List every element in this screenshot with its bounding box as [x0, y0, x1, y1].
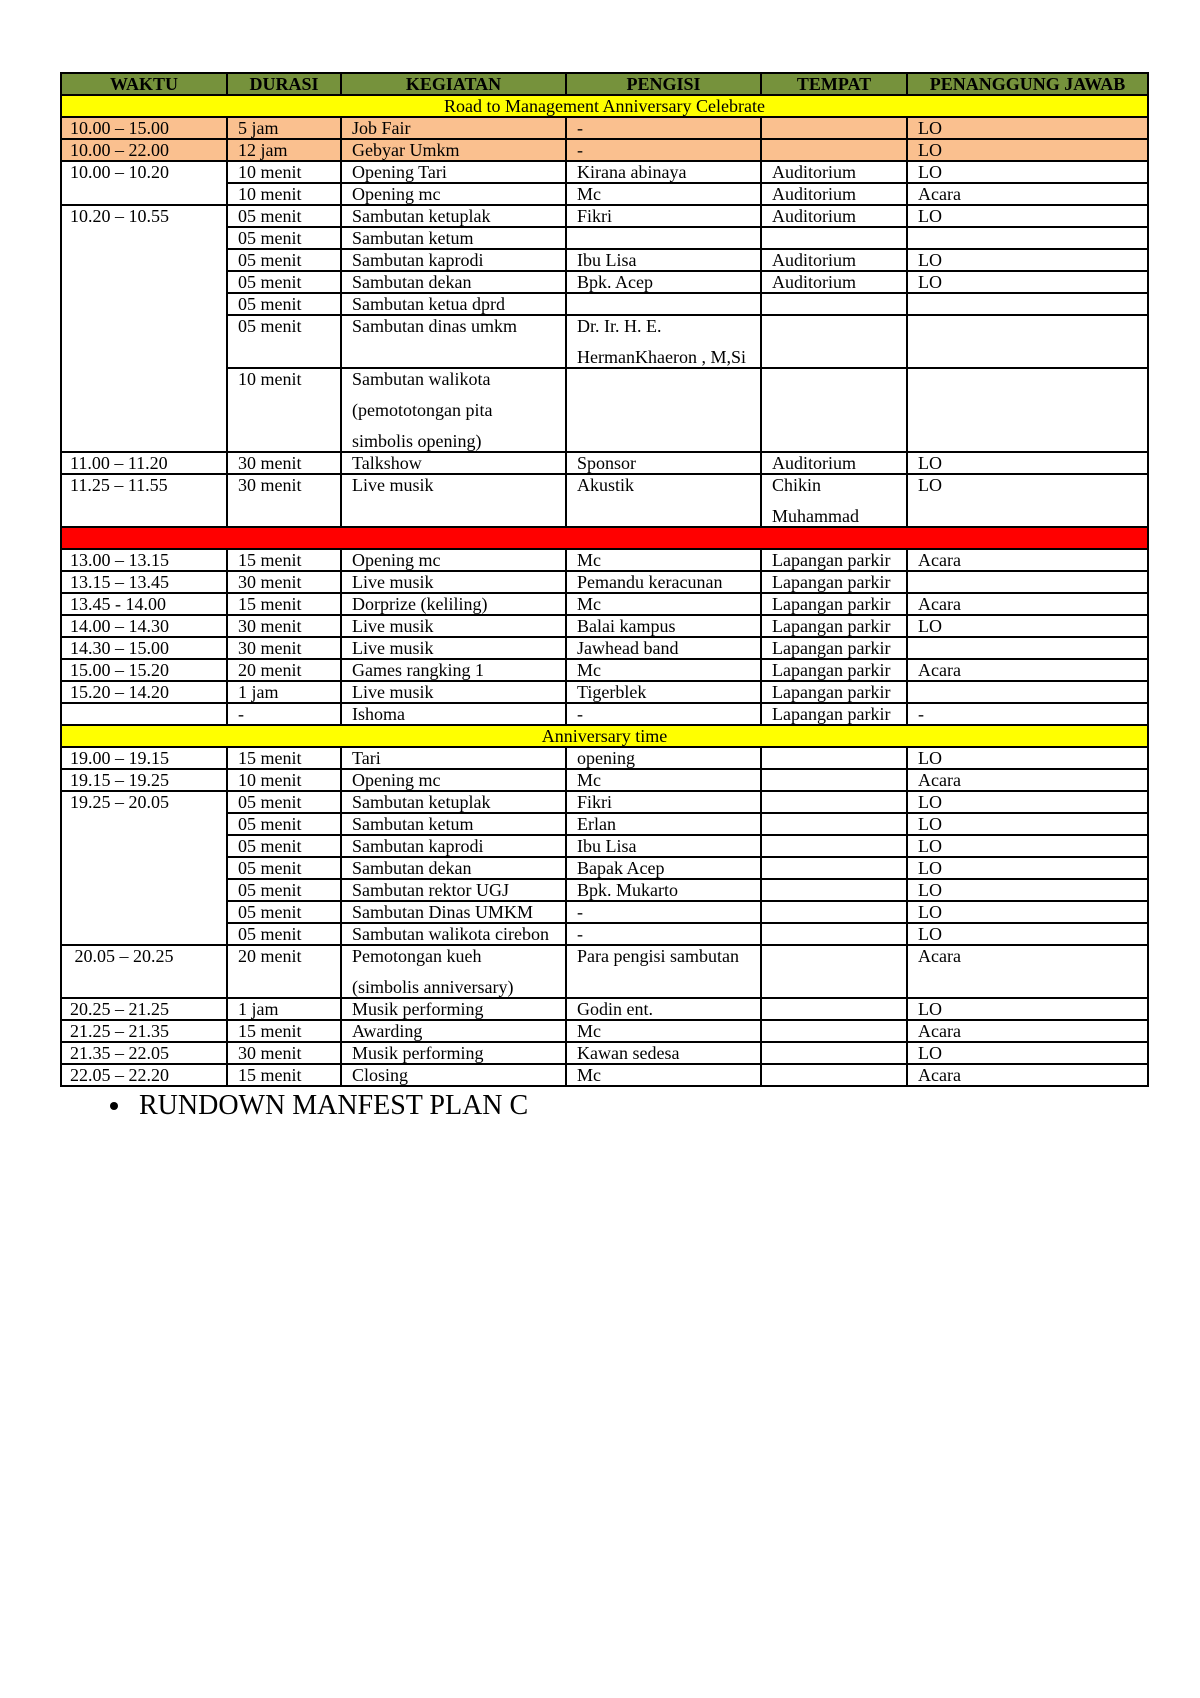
cell-durasi: 10 menit — [227, 368, 341, 452]
cell-penanggung-jawab — [907, 227, 1148, 249]
cell-pengisi: Mc — [566, 549, 761, 571]
cell-penanggung-jawab: Acara — [907, 593, 1148, 615]
cell-tempat — [761, 1020, 907, 1042]
cell-tempat — [761, 747, 907, 769]
cell-waktu: 13.15 – 13.45 — [61, 571, 227, 593]
cell-pengisi: - — [566, 703, 761, 725]
cell-kegiatan: Sambutan dekan — [341, 857, 566, 879]
cell-pengisi: Balai kampus — [566, 615, 761, 637]
table-row — [61, 703, 1148, 725]
cell-tempat — [761, 117, 907, 139]
cell-pengisi: Pemandu keracunan — [566, 571, 761, 593]
cell-durasi: 30 menit — [227, 1042, 341, 1064]
cell-penanggung-jawab — [907, 571, 1148, 593]
cell-waktu: 15.20 – 14.20 — [61, 681, 227, 703]
cell-kegiatan: Live musik — [341, 681, 566, 703]
cell-kegiatan: Closing — [341, 1064, 566, 1086]
cell-durasi: 15 menit — [227, 593, 341, 615]
table-row — [61, 659, 1148, 681]
cell-tempat: Auditorium — [761, 249, 907, 271]
cell-pengisi: Bpk. Acep — [566, 271, 761, 293]
footer-note: RUNDOWN MANFEST PLAN C — [139, 1090, 529, 1121]
table-row — [61, 593, 1148, 615]
cell-penanggung-jawab: LO — [907, 452, 1148, 474]
cell-pengisi: Mc — [566, 593, 761, 615]
cell-penanggung-jawab: LO — [907, 998, 1148, 1020]
cell-line: simbolis opening) — [352, 431, 482, 451]
cell-durasi: 05 menit — [227, 293, 341, 315]
table-row — [61, 945, 1148, 998]
table-row — [61, 205, 1148, 227]
cell-durasi: 30 menit — [227, 637, 341, 659]
cell-kegiatan: Sambutan ketuplak — [341, 791, 566, 813]
cell-tempat: Lapangan parkir — [761, 659, 907, 681]
cell-tempat — [761, 813, 907, 835]
column-header-durasi: DURASI — [227, 73, 341, 95]
cell-tempat: Lapangan parkir — [761, 615, 907, 637]
cell-pengisi: Bapak Acep — [566, 857, 761, 879]
cell-waktu: 10.00 – 22.00 — [61, 139, 227, 161]
cell-kegiatan: Opening Tari — [341, 161, 566, 183]
cell-penanggung-jawab — [907, 368, 1148, 452]
cell-penanggung-jawab: LO — [907, 161, 1148, 183]
cell-penanggung-jawab — [907, 681, 1148, 703]
cell-waktu: 10.00 – 15.00 — [61, 117, 227, 139]
cell-durasi: 30 menit — [227, 474, 341, 527]
cell-pengisi: Para pengisi sambutan — [566, 945, 761, 998]
cell-tempat — [761, 879, 907, 901]
table-row — [61, 139, 1148, 161]
cell-pengisi: Akustik — [566, 474, 761, 527]
cell-kegiatan — [341, 368, 566, 452]
cell-durasi: 1 jam — [227, 681, 341, 703]
cell-tempat — [761, 368, 907, 452]
cell-kegiatan: Sambutan dekan — [341, 271, 566, 293]
cell-tempat: Auditorium — [761, 271, 907, 293]
cell-pengisi: Erlan — [566, 813, 761, 835]
cell-pengisi: - — [566, 139, 761, 161]
cell-tempat: Auditorium — [761, 205, 907, 227]
cell-penanggung-jawab: LO — [907, 857, 1148, 879]
cell-durasi: 20 menit — [227, 659, 341, 681]
break-bar — [61, 527, 1148, 549]
cell-tempat — [761, 945, 907, 998]
cell-tempat: Lapangan parkir — [761, 681, 907, 703]
cell-tempat — [761, 227, 907, 249]
cell-line: (pemototongan pita — [352, 400, 493, 420]
cell-tempat — [761, 315, 907, 368]
cell-penanggung-jawab: LO — [907, 879, 1148, 901]
cell-penanggung-jawab: Acara — [907, 549, 1148, 571]
section-row — [61, 725, 1148, 747]
cell-line: Sambutan walikota — [352, 369, 491, 389]
table-row — [61, 452, 1148, 474]
cell-pengisi: Tigerblek — [566, 681, 761, 703]
cell-kegiatan: Musik performing — [341, 998, 566, 1020]
cell-durasi: 05 menit — [227, 813, 341, 835]
cell-pengisi: Fikri — [566, 205, 761, 227]
cell-penanggung-jawab — [907, 315, 1148, 368]
cell-durasi: 20 menit — [227, 945, 341, 998]
table-row — [61, 681, 1148, 703]
cell-durasi: 05 menit — [227, 901, 341, 923]
section-row — [61, 95, 1148, 117]
cell-waktu: 10.00 – 10.20 — [61, 161, 227, 205]
cell-kegiatan: Sambutan walikota cirebon — [341, 923, 566, 945]
cell-tempat: Lapangan parkir — [761, 549, 907, 571]
column-header-tempat: TEMPAT — [761, 73, 907, 95]
cell-pengisi: - — [566, 117, 761, 139]
cell-durasi: 10 menit — [227, 161, 341, 183]
cell-kegiatan: Sambutan kaprodi — [341, 835, 566, 857]
cell-tempat — [761, 293, 907, 315]
cell-waktu: 20.05 – 20.25 — [61, 945, 227, 998]
cell-tempat — [761, 857, 907, 879]
cell-penanggung-jawab: - — [907, 703, 1148, 725]
cell-pengisi: Mc — [566, 769, 761, 791]
cell-waktu: 21.25 – 21.35 — [61, 1020, 227, 1042]
cell-line: Pemotongan kueh — [352, 946, 482, 966]
cell-line: Dr. Ir. H. E. — [577, 316, 662, 336]
cell-durasi: 30 menit — [227, 452, 341, 474]
cell-tempat: Auditorium — [761, 161, 907, 183]
table-row — [61, 791, 1148, 813]
cell-waktu: 19.00 – 19.15 — [61, 747, 227, 769]
cell-tempat: Auditorium — [761, 183, 907, 205]
cell-pengisi — [566, 315, 761, 368]
cell-kegiatan: Awarding — [341, 1020, 566, 1042]
table-row — [61, 571, 1148, 593]
cell-penanggung-jawab: Acara — [907, 1064, 1148, 1086]
table-row — [61, 769, 1148, 791]
cell-kegiatan: Dorprize (keliling) — [341, 593, 566, 615]
cell-penanggung-jawab: LO — [907, 117, 1148, 139]
cell-pengisi: Sponsor — [566, 452, 761, 474]
table-row — [61, 117, 1148, 139]
cell-durasi: 10 menit — [227, 183, 341, 205]
cell-penanggung-jawab: Acara — [907, 1020, 1148, 1042]
cell-line: HermanKhaeron , M,Si — [577, 347, 746, 367]
rundown-table — [60, 72, 1149, 1087]
table-row — [61, 1064, 1148, 1086]
cell-kegiatan: Gebyar Umkm — [341, 139, 566, 161]
break-row — [61, 527, 1148, 549]
column-header-pengisi: PENGISI — [566, 73, 761, 95]
cell-waktu: 13.45 - 14.00 — [61, 593, 227, 615]
cell-line: Muhammad — [772, 506, 859, 526]
cell-penanggung-jawab: LO — [907, 139, 1148, 161]
cell-tempat — [761, 1042, 907, 1064]
cell-tempat — [761, 835, 907, 857]
cell-penanggung-jawab: LO — [907, 791, 1148, 813]
table-row — [61, 615, 1148, 637]
cell-durasi: 05 menit — [227, 923, 341, 945]
cell-kegiatan: Sambutan ketum — [341, 227, 566, 249]
cell-durasi: 5 jam — [227, 117, 341, 139]
table-row — [61, 549, 1148, 571]
cell-pengisi: opening — [566, 747, 761, 769]
table-row — [61, 1020, 1148, 1042]
cell-penanggung-jawab: LO — [907, 747, 1148, 769]
cell-penanggung-jawab: Acara — [907, 945, 1148, 998]
cell-durasi: 15 menit — [227, 747, 341, 769]
section-title: Road to Management Anniversary Celebrate — [61, 95, 1148, 117]
cell-pengisi: Ibu Lisa — [566, 249, 761, 271]
cell-waktu: 13.00 – 13.15 — [61, 549, 227, 571]
cell-penanggung-jawab: Acara — [907, 769, 1148, 791]
cell-durasi: 05 menit — [227, 791, 341, 813]
cell-waktu: 22.05 – 22.20 — [61, 1064, 227, 1086]
cell-pengisi: Mc — [566, 1020, 761, 1042]
column-header-waktu: WAKTU — [61, 73, 227, 95]
cell-pengisi — [566, 368, 761, 452]
cell-waktu: 21.35 – 22.05 — [61, 1042, 227, 1064]
cell-kegiatan: Opening mc — [341, 549, 566, 571]
cell-penanggung-jawab: LO — [907, 205, 1148, 227]
cell-durasi: 15 menit — [227, 549, 341, 571]
cell-penanggung-jawab: LO — [907, 474, 1148, 527]
cell-tempat: Lapangan parkir — [761, 571, 907, 593]
cell-tempat: Auditorium — [761, 452, 907, 474]
cell-penanggung-jawab — [907, 637, 1148, 659]
cell-tempat — [761, 923, 907, 945]
cell-penanggung-jawab — [907, 293, 1148, 315]
cell-waktu: 11.00 – 11.20 — [61, 452, 227, 474]
table-row — [61, 998, 1148, 1020]
cell-pengisi: Godin ent. — [566, 998, 761, 1020]
cell-durasi: 10 menit — [227, 769, 341, 791]
cell-penanggung-jawab: LO — [907, 615, 1148, 637]
cell-pengisi: Kirana abinaya — [566, 161, 761, 183]
cell-penanggung-jawab: LO — [907, 835, 1148, 857]
cell-waktu — [61, 703, 227, 725]
cell-kegiatan: Live musik — [341, 474, 566, 527]
cell-kegiatan — [341, 945, 566, 998]
cell-tempat — [761, 139, 907, 161]
cell-penanggung-jawab: LO — [907, 1042, 1148, 1064]
cell-penanggung-jawab: LO — [907, 923, 1148, 945]
cell-tempat — [761, 998, 907, 1020]
cell-tempat: Lapangan parkir — [761, 637, 907, 659]
cell-pengisi: - — [566, 901, 761, 923]
cell-durasi: 1 jam — [227, 998, 341, 1020]
column-header-penanggung-jawab: PENANGGUNG JAWAB — [907, 73, 1148, 95]
cell-durasi: 30 menit — [227, 615, 341, 637]
cell-pengisi: Fikri — [566, 791, 761, 813]
cell-pengisi: Bpk. Mukarto — [566, 879, 761, 901]
cell-durasi: 30 menit — [227, 571, 341, 593]
cell-tempat: Lapangan parkir — [761, 593, 907, 615]
table-row — [61, 637, 1148, 659]
cell-pengisi: Jawhead band — [566, 637, 761, 659]
cell-durasi: 05 menit — [227, 857, 341, 879]
cell-penanggung-jawab: LO — [907, 249, 1148, 271]
table-row — [61, 161, 1148, 183]
table-header-row — [61, 73, 1148, 95]
cell-tempat — [761, 474, 907, 527]
cell-pengisi — [566, 227, 761, 249]
table-row — [61, 1042, 1148, 1064]
column-header-kegiatan: KEGIATAN — [341, 73, 566, 95]
cell-penanggung-jawab: LO — [907, 813, 1148, 835]
cell-waktu: 15.00 – 15.20 — [61, 659, 227, 681]
cell-durasi: 12 jam — [227, 139, 341, 161]
cell-pengisi: Mc — [566, 183, 761, 205]
cell-tempat — [761, 769, 907, 791]
cell-kegiatan: Job Fair — [341, 117, 566, 139]
cell-pengisi: Mc — [566, 659, 761, 681]
cell-durasi: 05 menit — [227, 271, 341, 293]
cell-kegiatan: Live musik — [341, 615, 566, 637]
cell-durasi: - — [227, 703, 341, 725]
cell-durasi: 05 menit — [227, 205, 341, 227]
cell-durasi: 15 menit — [227, 1020, 341, 1042]
cell-kegiatan: Opening mc — [341, 183, 566, 205]
cell-penanggung-jawab: Acara — [907, 183, 1148, 205]
cell-pengisi: Mc — [566, 1064, 761, 1086]
table-row — [61, 747, 1148, 769]
bullet-marker — [110, 1102, 118, 1110]
cell-penanggung-jawab: LO — [907, 901, 1148, 923]
cell-tempat: Lapangan parkir — [761, 703, 907, 725]
cell-line: Chikin — [772, 475, 822, 495]
cell-kegiatan: Sambutan rektor UGJ — [341, 879, 566, 901]
cell-durasi: 05 menit — [227, 879, 341, 901]
cell-waktu: 11.25 – 11.55 — [61, 474, 227, 527]
cell-kegiatan: Games rangking 1 — [341, 659, 566, 681]
table-row — [61, 474, 1148, 527]
cell-durasi: 15 menit — [227, 1064, 341, 1086]
cell-pengisi — [566, 293, 761, 315]
cell-kegiatan: Sambutan ketuplak — [341, 205, 566, 227]
cell-tempat — [761, 901, 907, 923]
cell-kegiatan: Sambutan ketua dprd — [341, 293, 566, 315]
cell-kegiatan: Sambutan kaprodi — [341, 249, 566, 271]
cell-kegiatan: Ishoma — [341, 703, 566, 725]
cell-kegiatan: Live musik — [341, 571, 566, 593]
cell-line: (simbolis anniversary) — [352, 977, 514, 997]
cell-kegiatan: Tari — [341, 747, 566, 769]
cell-kegiatan: Live musik — [341, 637, 566, 659]
cell-kegiatan: Musik performing — [341, 1042, 566, 1064]
cell-tempat — [761, 791, 907, 813]
cell-waktu: 14.00 – 14.30 — [61, 615, 227, 637]
cell-kegiatan: Sambutan ketum — [341, 813, 566, 835]
cell-pengisi: - — [566, 923, 761, 945]
cell-kegiatan: Opening mc — [341, 769, 566, 791]
cell-durasi: 05 menit — [227, 835, 341, 857]
cell-waktu: 19.15 – 19.25 — [61, 769, 227, 791]
cell-waktu: 14.30 – 15.00 — [61, 637, 227, 659]
cell-kegiatan: Sambutan Dinas UMKM — [341, 901, 566, 923]
cell-penanggung-jawab: LO — [907, 271, 1148, 293]
cell-durasi: 05 menit — [227, 249, 341, 271]
cell-durasi: 05 menit — [227, 315, 341, 368]
schedule-body — [61, 95, 1148, 1086]
cell-pengisi: Ibu Lisa — [566, 835, 761, 857]
cell-waktu: 20.25 – 21.25 — [61, 998, 227, 1020]
cell-kegiatan: Sambutan dinas umkm — [341, 315, 566, 368]
cell-waktu: 10.20 – 10.55 — [61, 205, 227, 452]
cell-penanggung-jawab: Acara — [907, 659, 1148, 681]
cell-tempat — [761, 1064, 907, 1086]
cell-pengisi: Kawan sedesa — [566, 1042, 761, 1064]
cell-kegiatan: Talkshow — [341, 452, 566, 474]
section-title: Anniversary time — [61, 725, 1148, 747]
cell-durasi: 05 menit — [227, 227, 341, 249]
cell-waktu: 19.25 – 20.05 — [61, 791, 227, 945]
